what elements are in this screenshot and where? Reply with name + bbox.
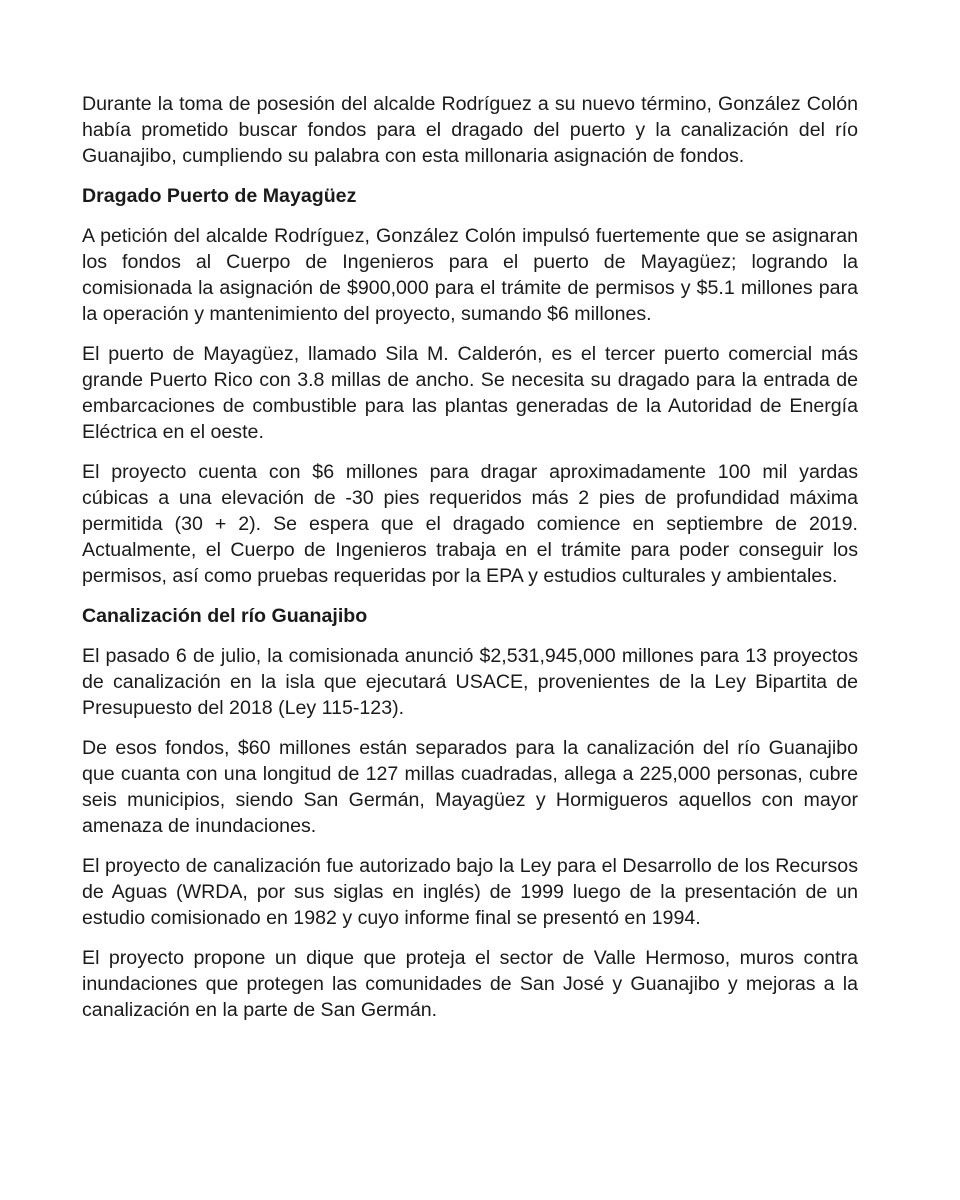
paragraph-puerto-description: El puerto de Mayagüez, llamado Sila M. Calderón, es el tercer puerto comercial más grande Puerto Rico con 3.8 millas de ancho. Se necesita su dragado para la entrada de embarcaciones de combustible para las plantas generadas de la Autoridad de Energía Eléctrica en el oeste. (82, 343, 858, 443)
document-page (82, 91, 858, 1037)
paragraph-guanajibo-funds: De esos fondos, $60 millones están separados para la canalización del río Guanajibo que cuanta con una longitud de 127 millas cuadradas, allega a 225,000 personas, cubre seis municipios, siendo San Germán, Mayagüez y Hormigueros aquellos con mayor amenaza de inundaciones. (82, 737, 858, 837)
section-heading-dragado: Dragado Puerto de Mayagüez (82, 185, 357, 207)
paragraph-wrda-authorization: El proyecto de canalización fue autorizado bajo la Ley para el Desarrollo de los Recursos de Aguas (WRDA, por sus siglas en inglés) de 1999 luego de la presentación de un estudio comisionado en 1982 y cuyo informe final se presentó en 1994. (82, 855, 858, 929)
paragraph-dragado-funding: A petición del alcalde Rodríguez, González Colón impulsó fuertemente que se asignaran los fondos al Cuerpo de Ingenieros para el puerto de Mayagüez; logrando la comisionada la asignación de $900,000 para el trámite de permisos y $5.1 millones para la operación y mantenimiento del proyecto, sumando $6 millones. (82, 225, 858, 325)
paragraph-intro: Durante la toma de posesión del alcalde Rodríguez a su nuevo término, González Colón había prometido buscar fondos para el dragado del puerto y la canalización del río Guanajibo, cumpliendo su palabra con esta millonaria asignación de fondos. (82, 93, 858, 167)
paragraph-project-proposal: El proyecto propone un dique que proteja el sector de Valle Hermoso, muros contra inundaciones que protegen las comunidades de San José y Guanajibo y mejoras a la canalización en la parte de San Germán. (82, 947, 858, 1021)
paragraph-canalizacion-announcement: El pasado 6 de julio, la comisionada anunció $2,531,945,000 millones para 13 proyectos de canalización en la isla que ejecutará USACE, provenientes de la Ley Bipartita de Presupuesto del 2018 (Ley 115-123). (82, 645, 858, 719)
paragraph-dragado-project: El proyecto cuenta con $6 millones para dragar aproximadamente 100 mil yardas cúbicas a una elevación de -30 pies requeridos más 2 pies de profundidad máxima permitida (30 + 2). Se espera que el dragado comience en septiembre de 2019. Actualmente, el Cuerpo de Ingenieros trabaja en el trámite para poder conseguir los permisos, así como pruebas requeridas por la EPA y estudios culturales y ambientales. (82, 461, 858, 587)
section-heading-canalizacion: Canalización del río Guanajibo (82, 605, 368, 627)
